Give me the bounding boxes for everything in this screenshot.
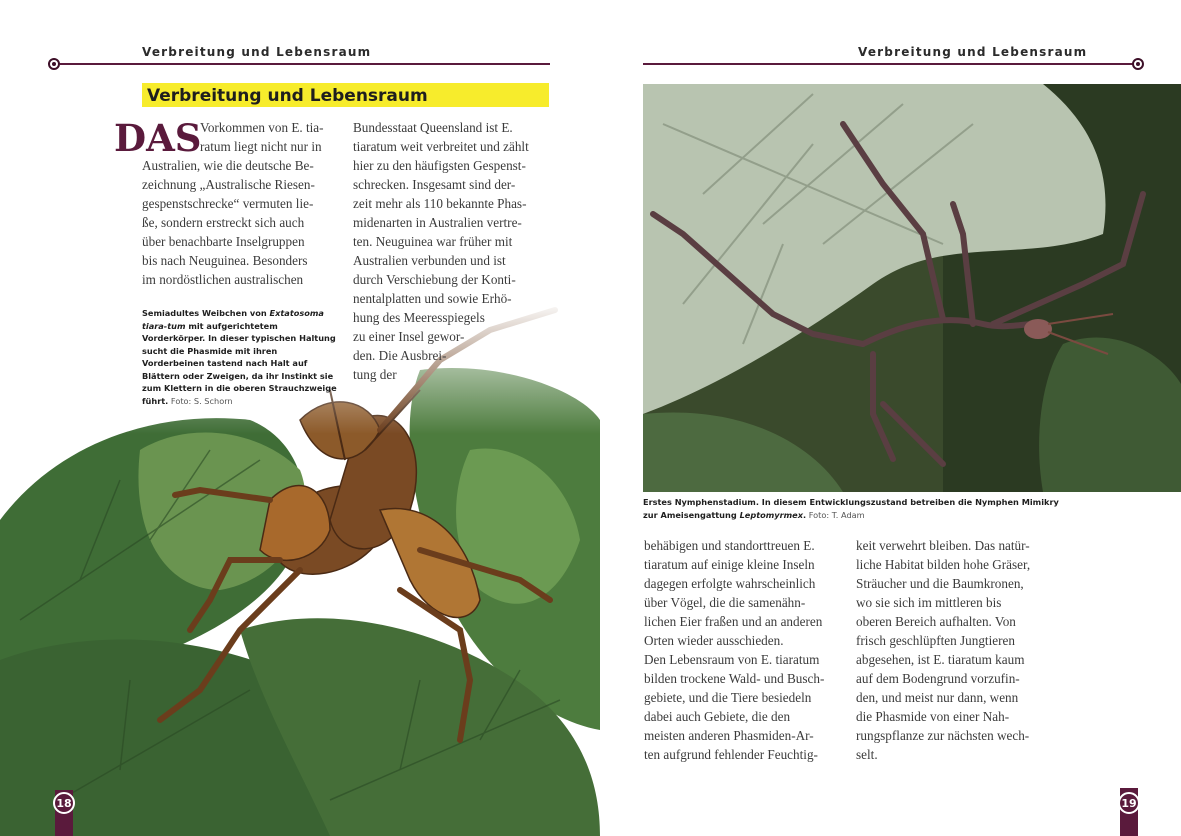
left-column-1-rest bbox=[142, 156, 338, 289]
page-number-right: 19 bbox=[1118, 792, 1140, 814]
running-head-left: Verbreitung und Lebensraum bbox=[142, 45, 372, 59]
photo-caption-left bbox=[142, 307, 342, 407]
text-line: den, und meist nur dann, wenn bbox=[856, 690, 1019, 705]
text-line: tung der bbox=[353, 367, 397, 382]
caption-text: mit aufgerichtetem Vorderkörper. In dieser typischen Haltung sucht die Phasmide mit ihren Vorderbeinen tastend nach Halt auf Blättern oder Zweigen, da ihr Instinkt sie zum Klettern in die oberen Strauchzweige führt. bbox=[142, 320, 337, 406]
text-line: lichen Eier fraßen und an anderen bbox=[644, 614, 823, 629]
text-line: nentalplatten und sowie Erhö- bbox=[353, 291, 512, 306]
text-line: ße, sondern erstreckt sich auch bbox=[142, 215, 305, 230]
text-line: hier zu den häufigsten Gespenst- bbox=[353, 158, 526, 173]
text-line: abgesehen, ist E. tiaratum kaum bbox=[856, 652, 1025, 667]
text-line: behäbigen und standorttreuen E. bbox=[644, 538, 815, 553]
text-line: schrecken. Insgesamt sind der- bbox=[353, 177, 516, 192]
left-column-1 bbox=[200, 118, 338, 156]
text-line: selt. bbox=[856, 747, 878, 762]
drop-cap: DAS bbox=[114, 116, 202, 160]
section-heading: Verbreitung und Lebensraum bbox=[147, 86, 428, 106]
header-bullet-right bbox=[1132, 58, 1144, 70]
text-line: frisch geschlüpften Jungtieren bbox=[856, 633, 1015, 648]
text-line: gespenstschrecke“ vermuten lie- bbox=[142, 196, 314, 211]
text-line: ten. Neuguinea war früher mit bbox=[353, 234, 513, 249]
right-column-1 bbox=[644, 536, 840, 764]
running-head-right: Verbreitung und Lebensraum bbox=[858, 45, 1088, 59]
text-line: zeichnung „Australische Riesen- bbox=[142, 177, 315, 192]
text-line: den. Die Ausbrei- bbox=[353, 348, 447, 363]
text-line: zeit mehr als 110 bekannte Phas- bbox=[353, 196, 527, 211]
text-line: im nordöstlichen australischen bbox=[142, 272, 304, 287]
text-line: bis nach Neuguinea. Besonders bbox=[142, 253, 308, 268]
caption-species: Extatosoma tiara-tum bbox=[142, 308, 324, 331]
text-line: Sträucher und die Baumkronen, bbox=[856, 576, 1024, 591]
text-line: tiaratum weit verbreitet und zählt bbox=[353, 139, 529, 154]
photo-credit: Foto: T. Adam bbox=[806, 509, 865, 520]
text-line: hung des Meeresspiegels bbox=[353, 310, 485, 325]
text-line: Vorkommen von E. tia- bbox=[200, 120, 324, 135]
caption-genus: Leptomyrmex bbox=[739, 509, 804, 520]
left-column-2 bbox=[353, 118, 549, 384]
text-line: bilden trockene Wald- und Busch- bbox=[644, 671, 825, 686]
text-line: die Phasmide von einer Nah- bbox=[856, 709, 1010, 724]
text-line: ten aufgrund fehlender Feuchtig- bbox=[644, 747, 818, 762]
text-line: Australien, wie die deutsche Be- bbox=[142, 158, 314, 173]
text-line: dagegen erfolgte wahrscheinlich bbox=[644, 576, 816, 591]
text-line: ratum liegt nicht nur in bbox=[200, 139, 322, 154]
text-line: Bundesstaat Queensland ist E. bbox=[353, 120, 513, 135]
caption-text: . bbox=[803, 509, 807, 520]
text-line: liche Habitat bilden hohe Gräser, bbox=[856, 557, 1031, 572]
text-line: meisten anderen Phasmiden-Ar- bbox=[644, 728, 814, 743]
text-line: keit verwehrt bleiben. Das natür- bbox=[856, 538, 1030, 553]
photo-caption-right bbox=[643, 496, 1063, 521]
text-line: oberen Bereich aufhalten. Von bbox=[856, 614, 1016, 629]
text-line: zu einer Insel gewor- bbox=[353, 329, 465, 344]
photo-credit: Foto: S. Schorn bbox=[168, 395, 233, 406]
page-number-left: 18 bbox=[53, 792, 75, 814]
text-line: dabei auch Gebiete, die den bbox=[644, 709, 791, 724]
photo-first-nymph bbox=[643, 84, 1181, 492]
text-line: auf dem Bodengrund vorzufin- bbox=[856, 671, 1020, 686]
text-line: Orten wieder ausschieden. bbox=[644, 633, 784, 648]
text-line: rungspflanze zur nächsten wech- bbox=[856, 728, 1030, 743]
caption-text: Semiadultes Weibchen von bbox=[142, 308, 270, 318]
text-line: tiaratum auf einige kleine Inseln bbox=[644, 557, 815, 572]
text-line: gebiete, und die Tiere besiedeln bbox=[644, 690, 812, 705]
right-column-2 bbox=[856, 536, 1052, 764]
header-bullet-left bbox=[48, 58, 60, 70]
header-rule-right bbox=[643, 63, 1133, 65]
text-line: durch Verschiebung der Konti- bbox=[353, 272, 516, 287]
header-rule-left bbox=[60, 63, 550, 65]
caption-text: Erstes Nymphenstadium. In diesem Entwicklungszustand betreiben die Nymphen Mimikry zur Ameisengattung bbox=[643, 497, 1059, 520]
text-line: Australien verbunden und ist bbox=[353, 253, 506, 268]
text-line: wo sie sich im mittleren bis bbox=[856, 595, 1002, 610]
text-line: Den Lebensraum von E. tiaratum bbox=[644, 652, 820, 667]
text-line: midenarten in Australien vertre- bbox=[353, 215, 522, 230]
text-line: über Vögel, die die samenähn- bbox=[644, 595, 806, 610]
text-line: über benachbarte Inselgruppen bbox=[142, 234, 305, 249]
